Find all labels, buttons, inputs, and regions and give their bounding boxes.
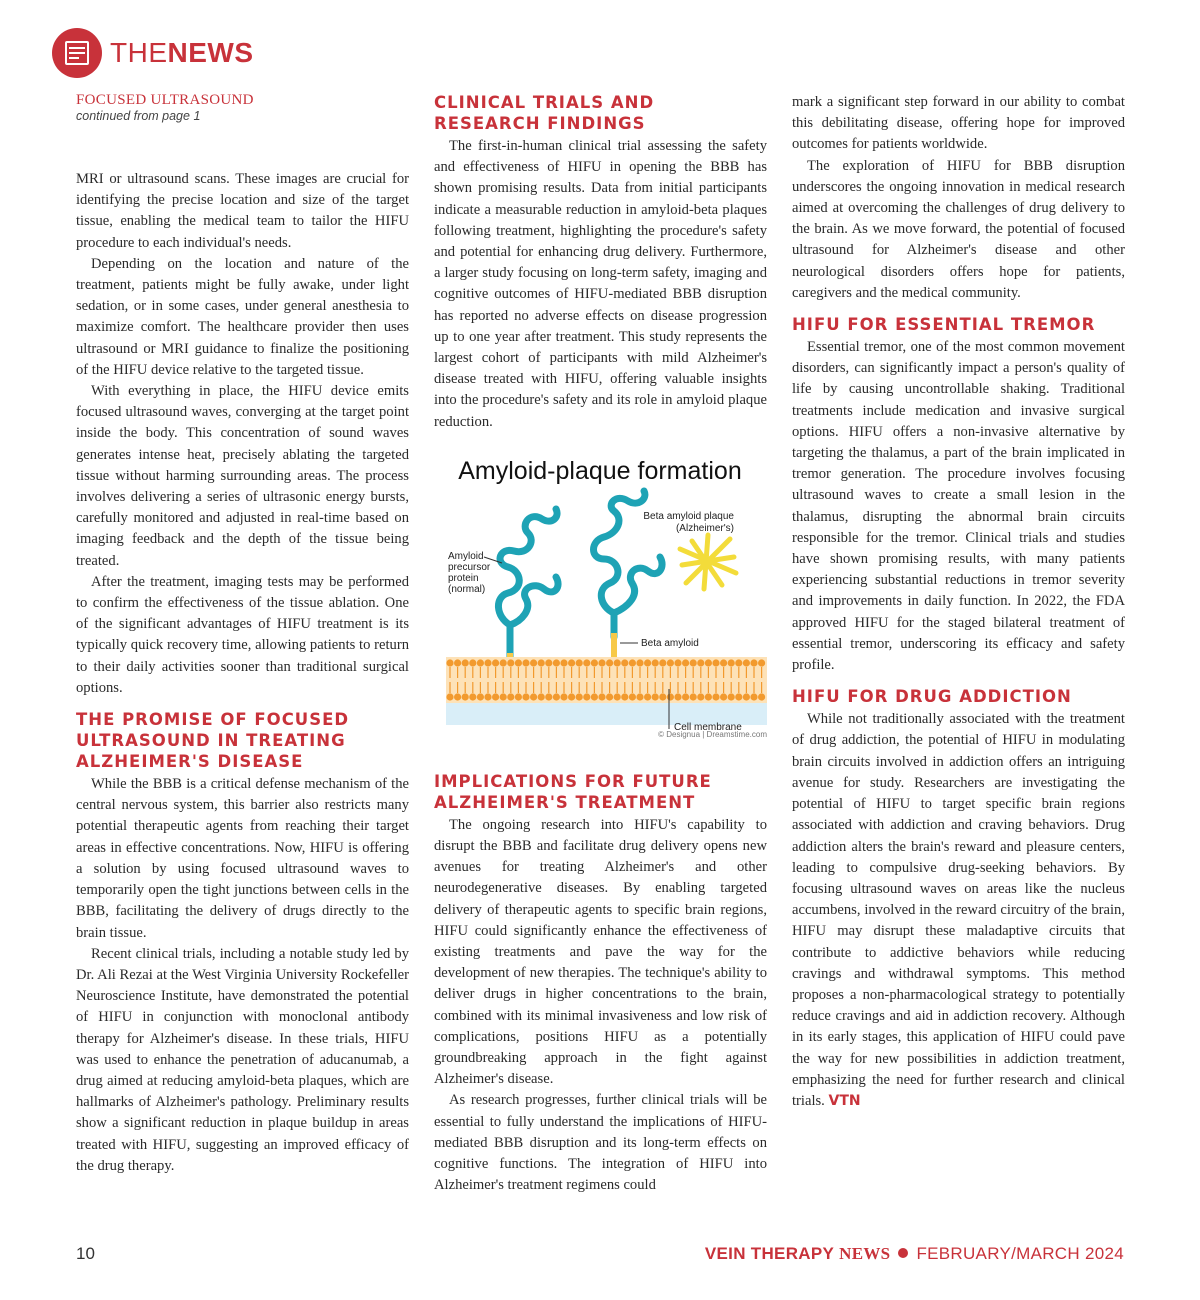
lipid-head xyxy=(690,659,697,666)
page-footer xyxy=(76,1244,1124,1266)
lipid-head xyxy=(705,659,712,666)
lipid-head xyxy=(477,693,484,700)
paragraph: The first-in-human clinical trial assessing the safety and effectiveness of HIFU in opening the BBB has shown promising results. Data from initial participants indicate a measurable reduction in amyloid-beta plaques following treatment, highlighting the procedure's safety and potential for enhancing drug delivery. Furthermore, a larger study focusing on long-term safety, imaging and cognitive outcomes of HIFU-mediated BBB disruption has reported no adverse effects on disease progression up to one year after treatment. This study represents the largest cohort of participants with mild Alzheimer's disease treated with HIFU, offering valuable insights into the procedure's safety and its role in amyloid plaque reduction. xyxy=(434,138,767,430)
label-app-1: Amyloid xyxy=(448,550,484,562)
lipid-head xyxy=(728,693,735,700)
lipid-head xyxy=(743,659,750,666)
label-app-4: (normal) xyxy=(448,583,486,595)
lipid-head xyxy=(750,693,757,700)
lipid-head xyxy=(629,693,636,700)
lipid-head xyxy=(591,693,598,700)
bullet-dot-icon xyxy=(898,1248,908,1258)
lipid-head xyxy=(606,693,613,700)
lipid-head xyxy=(553,659,560,666)
lipid-head xyxy=(560,693,567,700)
lipid-head xyxy=(735,693,742,700)
lipid-head xyxy=(750,659,757,666)
lipid-head xyxy=(636,693,643,700)
lipid-head xyxy=(538,659,545,666)
lipid-head xyxy=(477,659,484,666)
lipid-head xyxy=(614,693,621,700)
heading-implications: IMPLICATIONS FOR FUTURE ALZHEIMER'S TREATMENT xyxy=(434,771,712,812)
lipid-head xyxy=(446,693,453,700)
lipid-head xyxy=(728,659,735,666)
lipid-head xyxy=(538,693,545,700)
lipid-head xyxy=(545,693,552,700)
lipid-head xyxy=(454,659,461,666)
lipid-head xyxy=(644,693,651,700)
continued-note: continued from page 1 xyxy=(76,109,201,123)
lipid-head xyxy=(492,693,499,700)
lipid-head xyxy=(735,659,742,666)
lipid-head xyxy=(469,659,476,666)
lipid-head xyxy=(636,659,643,666)
lipid-head xyxy=(682,693,689,700)
lipid-head xyxy=(553,693,560,700)
lipid-head xyxy=(712,693,719,700)
masthead xyxy=(52,28,254,78)
lipid-head xyxy=(598,659,605,666)
paragraph: With everything in place, the HIFU device emits focused ultrasound waves, converging at the target point inside the body. This concentration of sound waves generates intense heat, precisely ablating the targeted tissue without harming surrounding areas. The process involves delivering a series of ultrasonic energy bursts, carefully monitored and adjusted in real-time based on imaging feedback and the depth of the tissue being treated. xyxy=(76,383,409,569)
heading-clinical-trials: CLINICAL TRIALS AND RESEARCH FINDINGS xyxy=(434,93,655,133)
column-3 xyxy=(792,92,1125,1112)
lipid-head xyxy=(705,693,712,700)
lipid-head xyxy=(515,659,522,666)
lipid-head xyxy=(690,693,697,700)
lipid-head xyxy=(545,659,552,666)
logo-the: THE xyxy=(110,37,168,68)
lipid-head xyxy=(682,659,689,666)
paragraph: The exploration of HIFU for BBB disruption underscores the ongoing innovation in medical research aimed at overcoming the challenges of drug delivery to the brain. As we move forward, the potential of focused ultrasound for Alzheimer's disease and other neurological disorders offers hope for patients, caregivers and the medical community. xyxy=(792,157,1125,301)
lipid-head xyxy=(576,659,583,666)
lipid-head xyxy=(560,659,567,666)
logo-news: NEWS xyxy=(167,37,254,68)
lipid-head xyxy=(697,693,704,700)
lipid-head xyxy=(614,659,621,666)
pub-vein-therapy: VEIN THERAPY xyxy=(704,1244,835,1263)
paragraph: MRI or ultrasound scans. These images are crucial for identifying the precise location and size of the target tissue, enabling the medical team to tailor the HIFU procedure to each individual's needs. xyxy=(76,171,409,251)
lipid-head xyxy=(606,659,613,666)
label-app-2: precursor xyxy=(448,561,491,573)
lipid-head xyxy=(674,693,681,700)
heading-drug-addiction: HIFU FOR DRUG ADDICTION xyxy=(792,687,1072,707)
signoff-vtn: VTN xyxy=(828,1092,861,1109)
lipid-head xyxy=(515,693,522,700)
paragraph: Recent clinical trials, including a notable study led by Dr. Ali Rezai at the West Virginia University Rockefeller Neuroscience Institute, have demonstrated the potential of HIFU in conjunction with monoclonal antibody therapy for Alzheimer's disease. In these trials, HIFU was used to enhance the penetration of aducanumab, a drug aimed at reducing amyloid-beta plaques, which are hallmarks of Alzheimer's pathology. Preliminary results show a significant reduction in plaque buildup in areas treated with HIFU, suggesting an improved efficacy of the drug therapy. xyxy=(76,945,409,1174)
paragraph-final xyxy=(792,709,1125,1112)
lipid-head xyxy=(492,659,499,666)
lipid-head xyxy=(644,659,651,666)
lipid-head xyxy=(758,659,765,666)
lipid-head xyxy=(484,659,491,666)
lipid-head xyxy=(462,693,469,700)
label-beta-amyloid: Beta amyloid xyxy=(641,637,699,649)
lipid-head xyxy=(652,659,659,666)
section-logo-text xyxy=(110,37,254,69)
lipid-head xyxy=(522,693,529,700)
pub-news: NEWS xyxy=(839,1244,891,1263)
lipid-head xyxy=(621,693,628,700)
lipid-head xyxy=(720,693,727,700)
lipid-head xyxy=(667,659,674,666)
lipid-head xyxy=(568,693,575,700)
news-logo-icon xyxy=(52,28,102,78)
lipid-head xyxy=(576,693,583,700)
label-cell-membrane: Cell membrane xyxy=(674,721,742,733)
lipid-head xyxy=(530,659,537,666)
lipid-head xyxy=(507,659,514,666)
column-1 xyxy=(76,92,409,1177)
paragraph: mark a significant step forward in our ability to combat this debilitating disease, offering hope for improved outcomes for patients worldwide. xyxy=(792,94,1125,153)
lipid-head xyxy=(530,693,537,700)
lipid-head xyxy=(568,659,575,666)
page-number: 10 xyxy=(76,1244,95,1263)
amyloid-figure xyxy=(434,447,767,747)
lipid-head xyxy=(758,693,765,700)
lipid-head xyxy=(484,693,491,700)
lipid-head xyxy=(667,693,674,700)
lipid-head xyxy=(659,693,666,700)
paragraph: Depending on the location and nature of the treatment, patients might be fully awake, under light sedation, or in some cases, under general anesthesia to maximize comfort. The healthcare provider then uses ultrasound or MRI guidance to finalize the positioning of the HIFU device relative to the targeted tissue. xyxy=(76,255,409,378)
lipid-head xyxy=(652,693,659,700)
paragraph-text: While not traditionally associated with the treatment of drug addiction, the potential of HIFU in modulating brain circuits involved in addiction offers an intriguing avenue for study. Researchers are investigating the potential of HIFU to target specific brain regions associated with addiction and craving behaviors. Drug addiction alters the brain's reward and pleasure centers, leading to compulsive drug-seeking behaviors. By focusing ultrasound waves on areas like the nucleus accumbens, involved in the reward circuitry of the brain, HIFU may disrupt these maladaptive circuits that contribute to addictive behaviors while reducing cravings and withdrawal symptoms. This method proposes a non-pharmacological strategy to potentially reduce cravings and aid in addiction recovery. Although in its early stages, this application of HIFU could pave the way for new possibilities in addiction treatment, emphasizing the need for further research and clinical trials. xyxy=(792,711,1125,1109)
lipid-head xyxy=(621,659,628,666)
lipid-head xyxy=(659,659,666,666)
heading-promise: THE PROMISE OF FOCUSED ULTRASOUND IN TREATING ALZHEIMER'S DISEASE xyxy=(76,710,350,772)
lipid-head xyxy=(674,659,681,666)
amyloid-precursor-protein-1 xyxy=(498,509,558,669)
paragraph: As research progresses, further clinical trials will be essential to fully understand the implications of HIFU-mediated BBB disruption and its long-term effects on cognitive functions. The integration of HIFU into Alzheimer's treatment regimens could xyxy=(434,1092,767,1194)
lipid-head xyxy=(591,659,598,666)
issue-date: FEBRUARY/MARCH 2024 xyxy=(916,1244,1124,1263)
paragraph: The ongoing research into HIFU's capability to disrupt the BBB and facilitate drug delivery opens new avenues for treating Alzheimer's and other neurodegenerative diseases. By enabling targeted delivery of therapeutic agents to specific brain regions, HIFU could significantly enhance the effectiveness of existing treatments and pave the way for the development of new therapies. The technique's ability to deliver drugs in higher concentrations to the brain, combined with its minimal invasiveness and low risk of complications, positions HIFU as a potentially groundbreaking approach in the fight against Alzheimer's disease. xyxy=(434,816,767,1088)
figure-title: Amyloid-plaque formation xyxy=(458,456,742,485)
lipid-head xyxy=(446,659,453,666)
paragraph: Essential tremor, one of the most common movement disorders, can significantly impact a person's quality of life by causing uncontrollable shaking. Traditional treatments include medication and invasive surgical options. HIFU offers a non-invasive alternative by targeting the thalamus, a part of the brain implicated in tremor generation. The procedure involves focusing ultrasound waves to create a small lesion in the thalamus, disrupting the abnormal brain circuits responsible for the tremor. Clinical trials and studies have shown promising results, with many patients experiencing substantial reductions in tremor severity and improvements in daily function. In 2022, the FDA approved HIFU for the staged bilateral treatment of essential tremor, underscoring its efficacy and safety profile. xyxy=(792,339,1125,674)
lipid-head xyxy=(743,693,750,700)
paragraph: After the treatment, imaging tests may be performed to confirm the effectiveness of the tissue ablation. One of the significant advantages of HIFU treatment is its typically quick recovery time, allowing patients to return to their daily activities sooner than traditional surgical options. xyxy=(76,573,409,696)
lipid-head xyxy=(500,693,507,700)
lipid-head xyxy=(507,693,514,700)
lipid-head xyxy=(583,693,590,700)
label-plaque-1: Beta amyloid plaque xyxy=(643,510,734,522)
label-app-3: protein xyxy=(448,572,479,584)
lipid-head xyxy=(469,693,476,700)
lipid-head xyxy=(629,659,636,666)
lipid-head xyxy=(462,659,469,666)
amyloid-illustration xyxy=(434,447,767,747)
heading-essential-tremor: HIFU FOR ESSENTIAL TREMOR xyxy=(792,315,1096,335)
lipid-head xyxy=(598,693,605,700)
lipid-head xyxy=(522,659,529,666)
lipid-head xyxy=(454,693,461,700)
lipid-head xyxy=(697,659,704,666)
lipid-head xyxy=(720,659,727,666)
beta-amyloid-plaque-icon xyxy=(680,535,736,589)
label-plaque-2: (Alzheimer's) xyxy=(675,522,734,534)
image-credit: © Designua | Dreamstime.com xyxy=(658,729,767,739)
section-kicker: FOCUSED ULTRASOUND xyxy=(76,92,254,108)
column-2 xyxy=(434,92,767,1197)
paragraph: While the BBB is a critical defense mechanism of the central nervous system, this barrier also restricts many potential therapeutic agents from reaching their target areas in effective concentrations. Now, HIFU is offering a solution by using focused ultrasound waves to temporarily open the tight junctions between cells in the BBB, facilitating the delivery of drugs directly to the brain tissue. xyxy=(76,776,409,941)
lipid-head xyxy=(500,659,507,666)
publication-line xyxy=(705,1244,1124,1264)
lipid-head xyxy=(583,659,590,666)
lipid-head xyxy=(712,659,719,666)
